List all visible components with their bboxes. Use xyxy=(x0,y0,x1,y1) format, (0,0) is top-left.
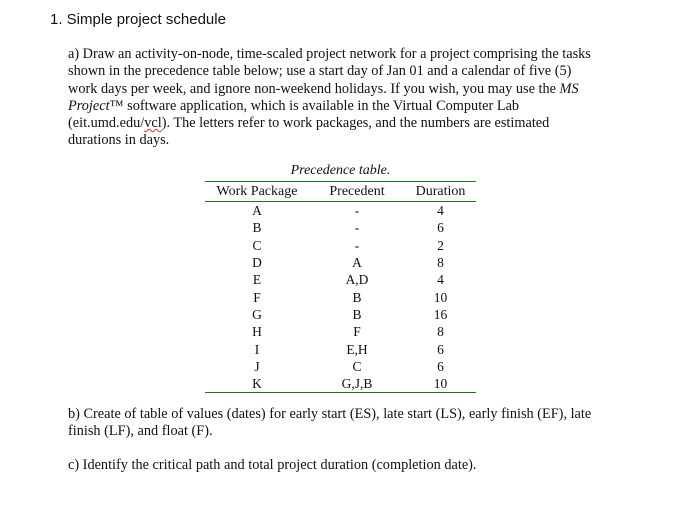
cell-duration: 10 xyxy=(405,375,476,393)
cell-duration: 2 xyxy=(437,237,444,253)
cell-duration: 6 xyxy=(437,358,444,374)
table-row xyxy=(205,202,476,220)
cell-precedent: E,H xyxy=(346,341,368,357)
cell-duration: 16 xyxy=(433,306,448,322)
part-a-line: a) Draw an activity-on-node, time-scaled project network for a project comprising the tasks xyxy=(68,46,591,62)
part-b-line: b) Create of table of values (dates) for early start (ES), late start (LS), early finish (EF), late xyxy=(68,406,592,422)
cell-work-package: D xyxy=(252,255,262,271)
table-row xyxy=(205,340,476,357)
url-text: vcl xyxy=(144,115,162,132)
part-b-line: finish (LF), and float (F). xyxy=(68,423,213,440)
cell-precedent: G,J,B xyxy=(309,375,405,393)
cell-work-package: K xyxy=(205,375,309,393)
part-b-text xyxy=(68,406,591,441)
cell-precedent: A,D xyxy=(345,272,369,288)
table-caption: Precedence table. xyxy=(290,163,391,178)
table-row xyxy=(205,288,476,305)
cell-duration: 6 xyxy=(437,341,444,357)
text-italic: MS xyxy=(559,80,579,97)
cell-work-package: G xyxy=(252,306,262,322)
table-row xyxy=(205,219,476,236)
cell-work-package: H xyxy=(252,324,262,340)
cell-precedent: A xyxy=(352,255,362,271)
cell-precedent: - xyxy=(354,237,360,253)
header-work-package: Work Package xyxy=(205,182,309,202)
table-row xyxy=(205,375,476,393)
cell-precedent: - xyxy=(354,220,360,236)
text: (eit.umd.edu/ xyxy=(68,115,145,132)
cell-duration: 8 xyxy=(437,255,444,271)
cell-duration: 4 xyxy=(437,203,444,219)
table-row xyxy=(205,254,476,271)
text-italic: Project xyxy=(68,97,110,114)
precedence-table xyxy=(205,181,476,393)
cell-work-package: F xyxy=(253,289,261,305)
cell-work-package: E xyxy=(252,272,262,288)
table-row xyxy=(205,271,476,288)
table-row xyxy=(205,237,476,254)
cell-precedent: B xyxy=(352,289,362,305)
question-title: 1. Simple project schedule xyxy=(50,11,226,28)
cell-work-package: A xyxy=(252,203,262,219)
header-precedent: Precedent xyxy=(309,182,405,202)
cell-work-package: C xyxy=(252,237,262,253)
table-row xyxy=(205,306,476,323)
header-duration: Duration xyxy=(405,182,476,202)
part-a-line: durations in days. xyxy=(68,132,170,149)
cell-work-package: J xyxy=(254,358,260,374)
cell-duration: 8 xyxy=(437,324,444,340)
part-a-line xyxy=(68,115,591,132)
cell-duration: 6 xyxy=(437,220,444,236)
cell-precedent: F xyxy=(353,324,361,340)
part-a-line: shown in the precedence table below; use a start day of Jan 01 and a calendar of five (5) xyxy=(68,63,572,80)
text: ™ software application, which is available in the Virtual Computer Lab xyxy=(109,97,520,114)
cell-work-package: I xyxy=(254,341,260,357)
part-c-text: c) Identify the critical path and total project duration (completion date). xyxy=(68,457,477,473)
text: ). The letters refer to work packages, and the numbers are estimated xyxy=(161,115,550,132)
part-a-line xyxy=(68,81,591,98)
cell-duration: 4 xyxy=(437,272,444,288)
cell-work-package: B xyxy=(252,220,262,236)
part-a-line xyxy=(68,98,591,115)
text: work days per week, and ignore non-weekend holidays. If you wish, you may use the xyxy=(68,80,560,97)
table-header-row xyxy=(205,182,476,202)
cell-duration: 10 xyxy=(433,289,448,305)
table-row xyxy=(205,358,476,375)
cell-precedent: C xyxy=(352,358,362,374)
table-row xyxy=(205,323,476,340)
cell-precedent: - xyxy=(354,203,360,219)
part-a-text xyxy=(68,46,591,150)
cell-precedent: B xyxy=(352,306,362,322)
